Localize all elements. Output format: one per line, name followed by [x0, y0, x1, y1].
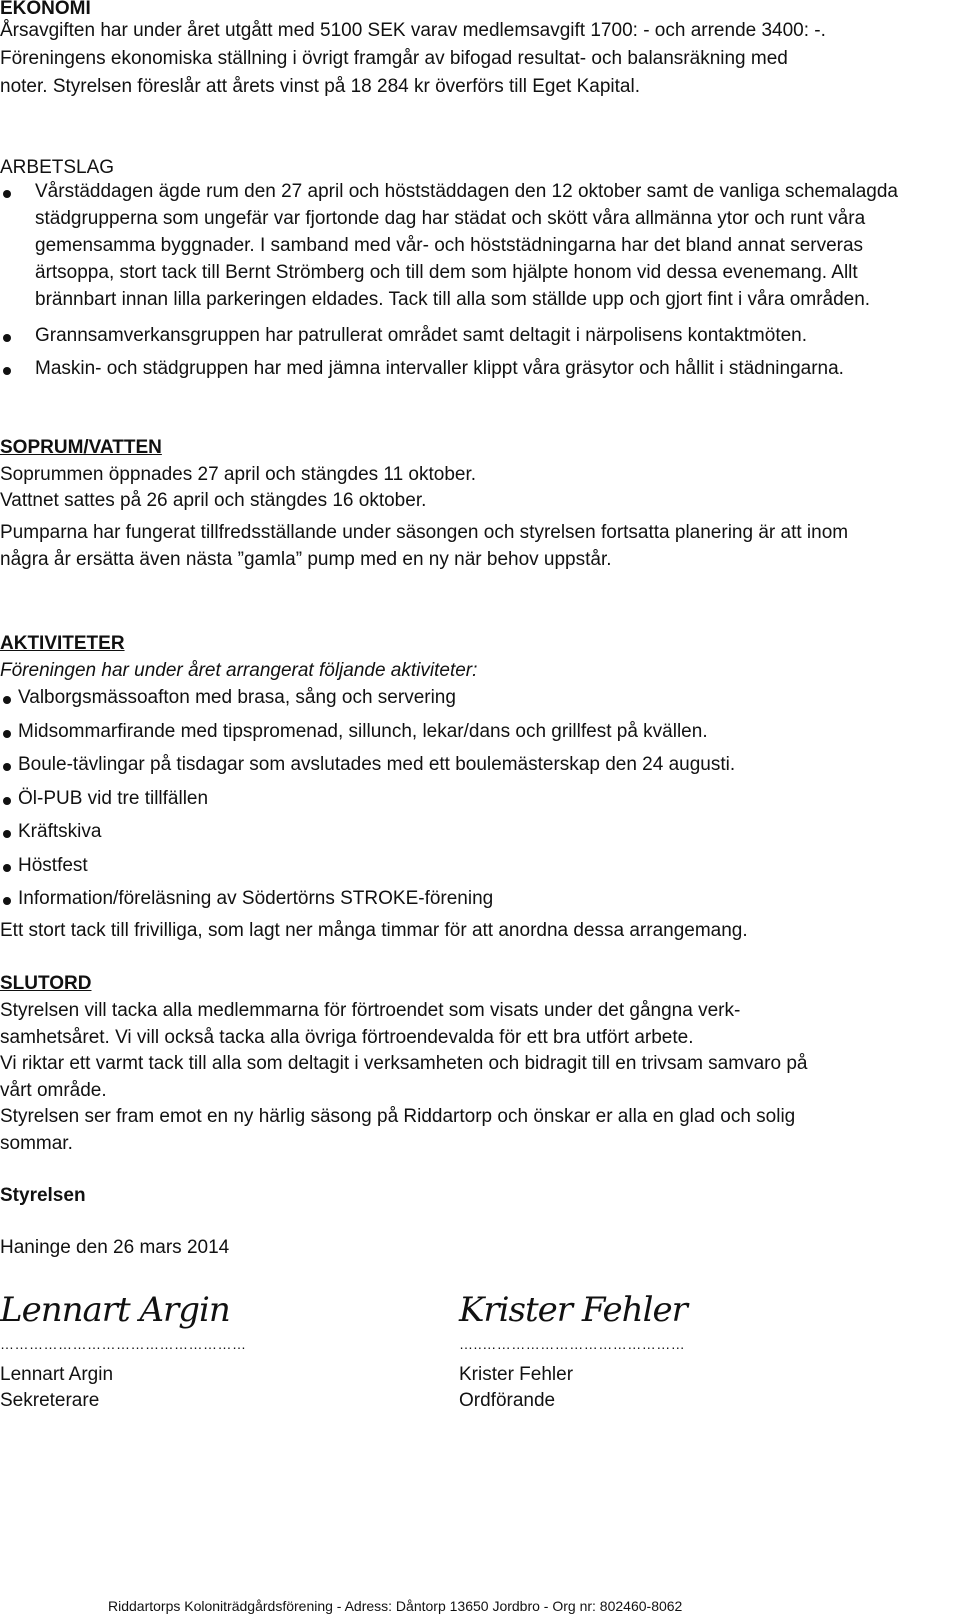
slutord-line-1: Styrelsen vill tacka alla medlemmarna för förtroendet som visats under det gångna verk- [0, 1000, 741, 1021]
bullet-icon [3, 897, 11, 905]
aktivitet-item: Kräftskiva [18, 821, 102, 842]
soprum-para-line-1: Pumparna har fungerat tillfredsställande under säsongen och styrelsen fortsatta planering är att inom [0, 522, 849, 543]
bullet-icon [3, 763, 11, 771]
ekonomi-heading: EKONOMI [0, 0, 91, 19]
slutord-line-2: samhetsåret. Vi vill också tacka alla övriga förtroendevalda för ett bra utfört arbete. [0, 1027, 694, 1048]
arbetslag-bullet1-line-1: Vårstäddagen ägde rum den 27 april och höststäddagen den 12 oktober samt de vanliga schemalagda [35, 181, 898, 202]
signoff: Styrelsen [0, 1185, 86, 1206]
signature-left: Lennart Argin [0, 1290, 230, 1330]
signature-line-left: …………………………………………… [0, 1336, 247, 1352]
soprum-line-1: Soprummen öppnades 27 april och stängdes 11 oktober. [0, 464, 477, 485]
signer-right-role: Ordförande [459, 1390, 556, 1411]
place-date: Haninge den 26 mars 2014 [0, 1237, 230, 1258]
signer-left-role: Sekreterare [0, 1390, 100, 1411]
bullet-icon [3, 334, 11, 342]
slutord-line-6: sommar. [0, 1133, 73, 1154]
page-footer: Riddartorps Koloniträdgårdsförening - Adress: Dåntorp 13650 Jordbro - Org nr: 802460-8062 [108, 1598, 683, 1614]
arbetslag-bullet1-line-5: brännbart innan lilla parkeringen eldades. Tack till alla som ställde upp och gjort fint i våra områden. [35, 289, 871, 310]
arbetslag-bullet1-line-4: ärtsoppa, stort tack till Bernt Strömberg och till dem som hjälpte honom vid dessa evenemang. Allt [35, 262, 858, 283]
arbetslag-bullet1-line-3: gemensamma byggnader. I samband med vår- och höststädningarna har det bland annat serveras [35, 235, 864, 256]
slutord-heading: SLUTORD [0, 973, 92, 994]
bullet-icon [3, 190, 11, 198]
soprum-heading: SOPRUM/VATTEN [0, 437, 162, 458]
aktivitet-item: Midsommarfirande med tipspromenad, sillunch, lekar/dans och grillfest på kvällen. [18, 721, 708, 742]
ekonomi-line-1: Årsavgiften har under året utgått med 5100 SEK varav medlemsavgift 1700: - och arrende 3400: -. [0, 20, 826, 41]
aktiviteter-thanks: Ett stort tack till frivilliga, som lagt ner många timmar för att anordna dessa arrangemang. [0, 920, 748, 941]
bullet-icon [3, 730, 11, 738]
bullet-icon [3, 367, 11, 375]
signature-right: Krister Fehler [459, 1290, 687, 1330]
ekonomi-line-2: Föreningens ekonomiska ställning i övrigt framgår av bifogad resultat- och balansräkning med [0, 48, 788, 69]
signer-right-name: Krister Fehler [459, 1364, 574, 1385]
aktiviteter-intro: Föreningen har under året arrangerat följande aktiviteter: [0, 660, 478, 681]
arbetslag-bullet1-line-2: städgrupperna som ungefär var fjortonde dag har städat och skött våra allmänna ytor och runt våra [35, 208, 866, 229]
soprum-para-line-2: några år ersätta även nästa ”gamla” pump med en ny när behov uppstår. [0, 549, 612, 570]
signature-line-right: …..…………………………………… [459, 1336, 686, 1352]
aktivitet-item: Höstfest [18, 855, 88, 876]
bullet-icon [3, 797, 11, 805]
signer-left-name: Lennart Argin [0, 1364, 114, 1385]
bullet-icon [3, 864, 11, 872]
bullet-icon [3, 696, 11, 704]
slutord-line-3: Vi riktar ett varmt tack till alla som deltagit i verksamheten och bidragit till en trivsam samvaro på [0, 1053, 808, 1074]
arbetslag-heading: ARBETSLAG [0, 157, 115, 178]
aktivitet-item: Valborgsmässoafton med brasa, sång och servering [18, 687, 456, 708]
soprum-line-2: Vattnet sattes på 26 april och stängdes 16 oktober. [0, 490, 427, 511]
ekonomi-line-3: noter. Styrelsen föreslår att årets vinst på 18 284 kr överförs till Eget Kapital. [0, 76, 640, 97]
arbetslag-bullet3: Maskin- och städgruppen har med jämna intervaller klippt våra gräsytor och hållit i städningarna. [35, 358, 844, 379]
bullet-icon [3, 830, 11, 838]
aktiviteter-heading: AKTIVITETER [0, 633, 125, 654]
arbetslag-bullet2: Grannsamverkansgruppen har patrullerat området samt deltagit i närpolisens kontaktmöten. [35, 325, 808, 346]
aktivitet-item: Boule-tävlingar på tisdagar som avslutades med ett boulemästerskap den 24 augusti. [18, 754, 736, 775]
slutord-line-5: Styrelsen ser fram emot en ny härlig säsong på Riddartorp och önskar er alla en glad och solig [0, 1106, 796, 1127]
aktivitet-item: Information/föreläsning av Södertörns STROKE-förening [18, 888, 494, 909]
slutord-line-4: vårt område. [0, 1080, 107, 1101]
aktivitet-item: Öl-PUB vid tre tillfällen [18, 788, 209, 809]
